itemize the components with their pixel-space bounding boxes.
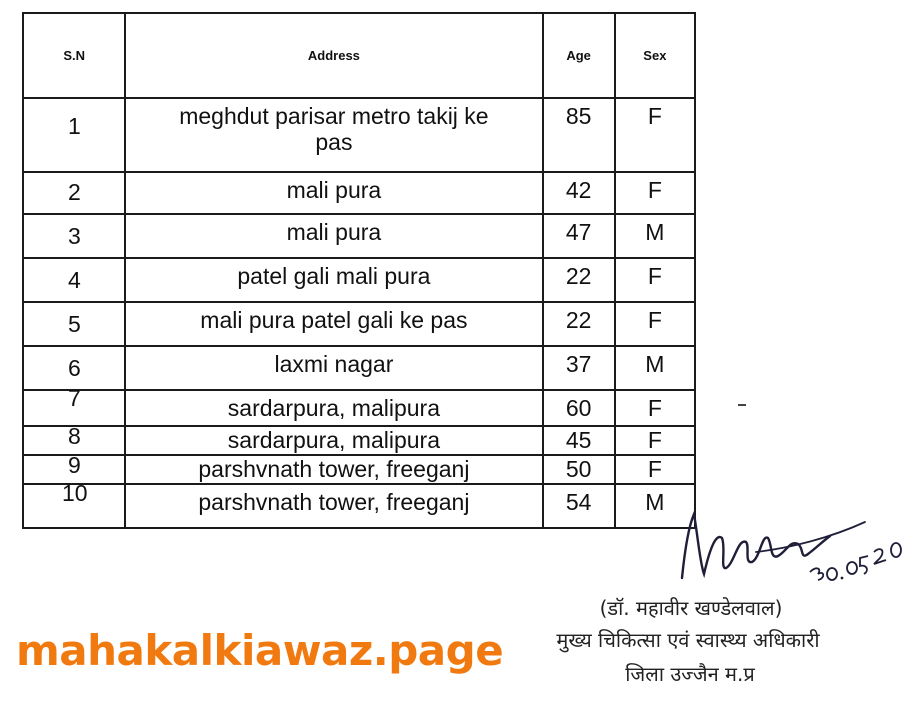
- cell-age: 47: [543, 214, 615, 258]
- cell-sex: F: [615, 455, 695, 484]
- cell-sn: 9: [23, 455, 125, 484]
- cell-sn: 5: [23, 302, 125, 346]
- cell-sex: F: [615, 302, 695, 346]
- officer-place: जिला उज्जैन म.प्र: [625, 662, 755, 686]
- table-row: [23, 172, 695, 214]
- cell-address: mali pura: [125, 172, 542, 214]
- patient-table: [22, 12, 696, 529]
- cell-age: 22: [543, 302, 615, 346]
- header-sn: S.N: [23, 13, 125, 98]
- cell-sex: M: [615, 214, 695, 258]
- cell-sex: F: [615, 98, 695, 172]
- cell-age: 37: [543, 346, 615, 390]
- cell-sex: F: [615, 426, 695, 455]
- cell-address: meghdut parisar metro takij ke pas: [125, 98, 542, 172]
- cell-address: parshvnath tower, freeganj: [125, 484, 542, 528]
- signature: [660, 508, 910, 588]
- cell-address: laxmi nagar: [125, 346, 542, 390]
- cell-sn: 7: [23, 390, 125, 426]
- table-row: [23, 346, 695, 390]
- cell-address: patel gali mali pura: [125, 258, 542, 302]
- table-row: [23, 390, 695, 426]
- scan-speck: [738, 404, 746, 406]
- watermark-text: mahakalkiawaz.page: [16, 626, 504, 675]
- cell-sex: F: [615, 258, 695, 302]
- table-row: [23, 98, 695, 172]
- cell-sn: 4: [23, 258, 125, 302]
- cell-age: 50: [543, 455, 615, 484]
- cell-age: 22: [543, 258, 615, 302]
- cell-address: mali pura patel gali ke pas: [125, 302, 542, 346]
- cell-sn: 8: [23, 426, 125, 455]
- officer-name: (डॉ. महावीर खण्डेलवाल): [599, 596, 783, 620]
- table-row: [23, 455, 695, 484]
- cell-address: parshvnath tower, freeganj: [125, 455, 542, 484]
- header-address: Address: [125, 13, 542, 98]
- cell-age: 54: [543, 484, 615, 528]
- table-header-row: [23, 13, 695, 98]
- header-age: Age: [543, 13, 615, 98]
- cell-address: mali pura: [125, 214, 542, 258]
- table-row: [23, 484, 695, 528]
- table-row: [23, 302, 695, 346]
- cell-sn: 10: [23, 484, 125, 528]
- header-sex: Sex: [615, 13, 695, 98]
- cell-age: 60: [543, 390, 615, 426]
- officer-title: मुख्य चिकित्सा एवं स्वास्थ्य अधिकारी: [556, 628, 820, 652]
- cell-sn: 6: [23, 346, 125, 390]
- cell-age: 45: [543, 426, 615, 455]
- signature-graphic: [660, 508, 910, 588]
- cell-sex: F: [615, 172, 695, 214]
- cell-sn: 1: [23, 98, 125, 172]
- cell-sex: M: [615, 484, 695, 528]
- cell-sn: 3: [23, 214, 125, 258]
- table-row: [23, 426, 695, 455]
- cell-age: 85: [543, 98, 615, 172]
- table-row: [23, 258, 695, 302]
- cell-address: sardarpura, malipura: [125, 390, 542, 426]
- cell-sex: M: [615, 346, 695, 390]
- cell-address: sardarpura, malipura: [125, 426, 542, 455]
- table-row: [23, 214, 695, 258]
- cell-sn: 2: [23, 172, 125, 214]
- cell-sex: F: [615, 390, 695, 426]
- cell-age: 42: [543, 172, 615, 214]
